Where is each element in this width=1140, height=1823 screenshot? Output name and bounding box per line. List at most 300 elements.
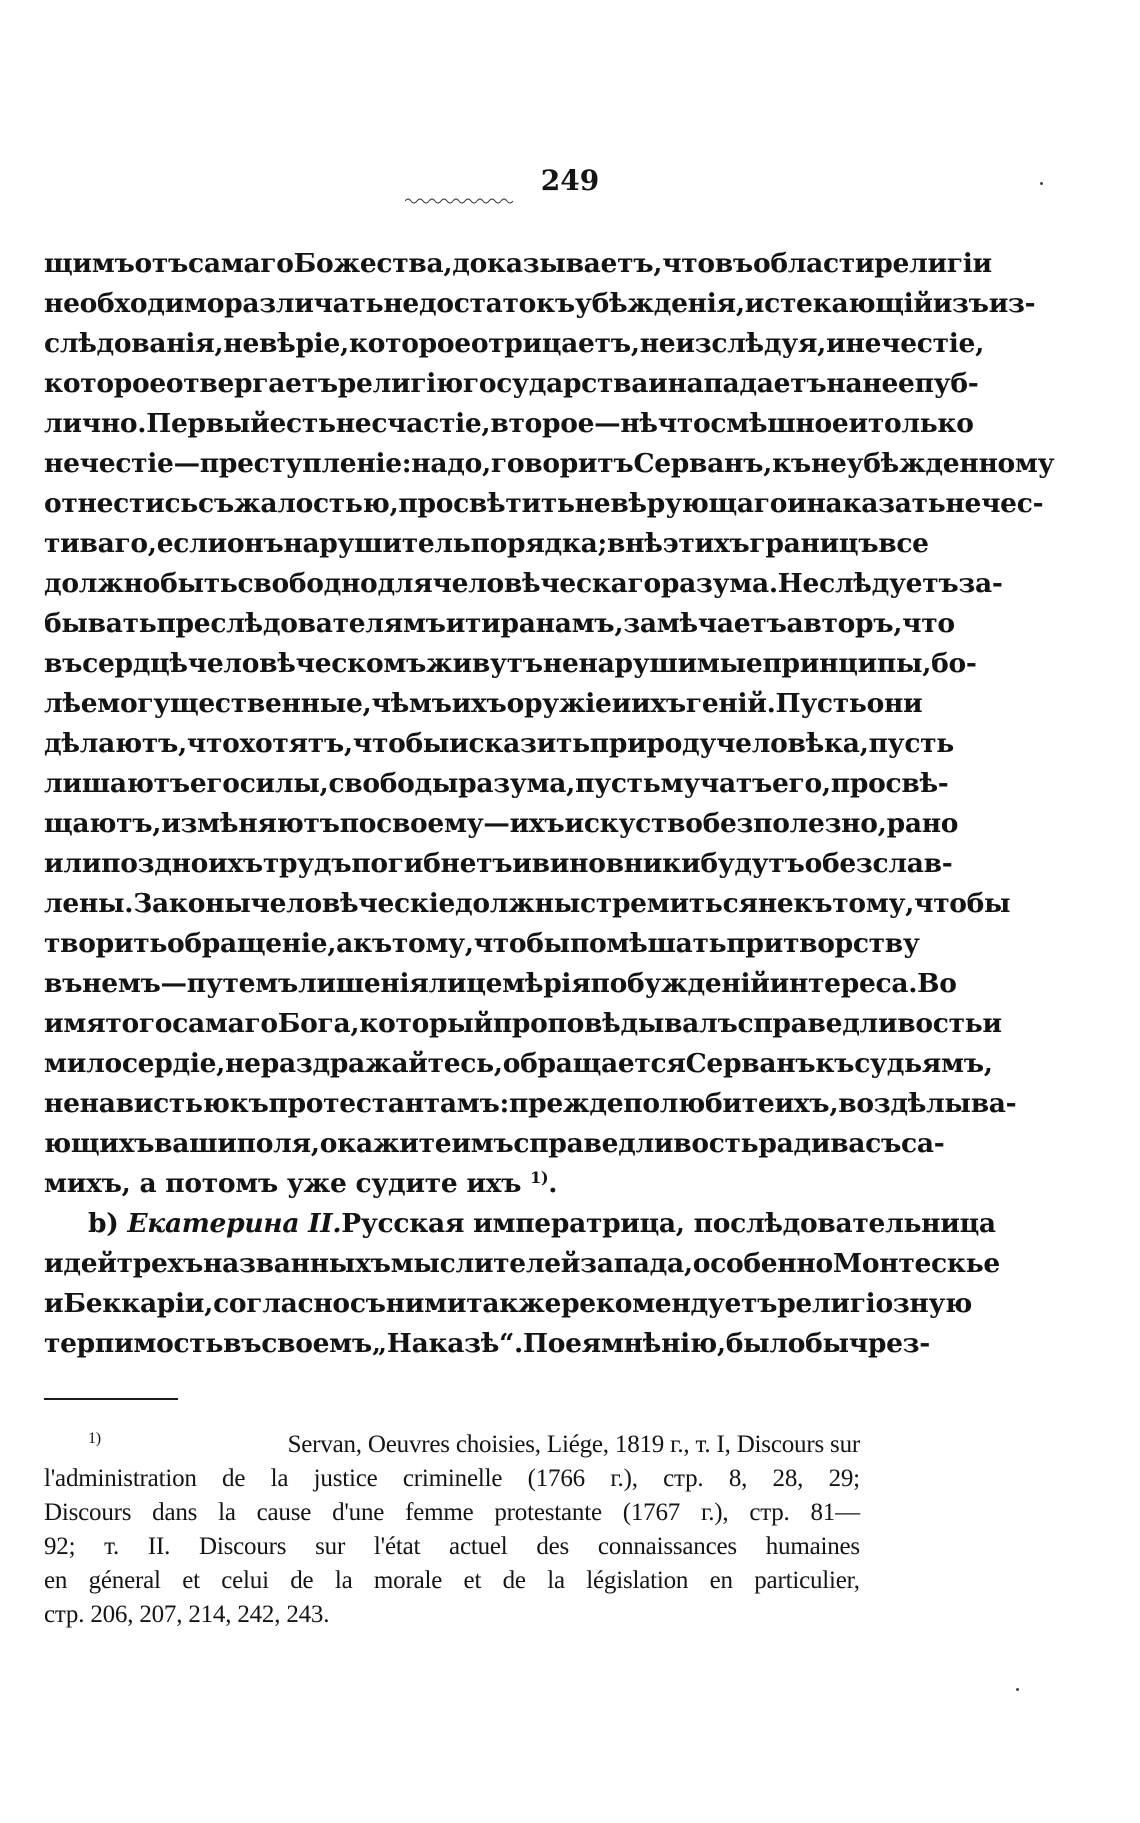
word: de — [222, 1465, 246, 1492]
word: полюбите — [623, 1088, 775, 1119]
word: г.), — [610, 1465, 638, 1492]
word: тому, — [832, 888, 915, 919]
body-line — [44, 1004, 1002, 1044]
word: 28, — [772, 1465, 804, 1492]
footnote-first-line-text: Servan, Oeuvres choisies, Liége, 1819 г., т. I, Discours sur — [287, 1431, 860, 1458]
word: чѣмъ — [371, 688, 452, 719]
scan-speck — [1040, 182, 1043, 185]
word: его, — [771, 768, 831, 799]
footnote-mark: 1) — [88, 1430, 101, 1447]
body-last-line-end: . — [548, 1168, 558, 1199]
word: (1767 — [622, 1499, 681, 1526]
word: Серванъ, — [633, 448, 773, 479]
word: et — [463, 1567, 482, 1594]
footnote-line — [44, 1496, 860, 1530]
word: en — [44, 1567, 68, 1594]
word: en — [709, 1567, 733, 1594]
word: г.), — [700, 1499, 729, 1526]
word: также — [466, 1288, 562, 1319]
word: васъ — [830, 1128, 902, 1159]
word: религіозную — [777, 1288, 973, 1319]
word: къ — [815, 1048, 855, 1079]
word: мучатъ — [660, 768, 772, 799]
body-line — [44, 524, 929, 564]
body-line — [44, 364, 979, 404]
word: къ — [353, 928, 392, 959]
word: отнестись — [44, 488, 198, 519]
word: из- — [988, 288, 1036, 319]
word: мнѣнію, — [600, 1328, 726, 1359]
word: бы — [805, 1328, 849, 1359]
word: они — [866, 688, 923, 719]
word: не — [757, 888, 794, 919]
body-last-line-text: михъ, а потомъ уже судите ихъ — [44, 1168, 522, 1199]
word: замѣчаетъ — [623, 608, 787, 639]
word: пусть — [575, 768, 661, 799]
word: ваши — [154, 1128, 237, 1159]
word: милосердіе, — [44, 1048, 226, 1079]
word: humaines — [765, 1533, 860, 1560]
word: необходимо — [44, 288, 225, 319]
word: la — [334, 1567, 353, 1594]
footnote-line — [44, 1564, 860, 1598]
word: не — [639, 328, 676, 359]
word: что — [902, 608, 955, 639]
word: 8, — [728, 1465, 748, 1492]
body-line — [44, 684, 923, 724]
word: лишенія — [297, 968, 429, 999]
word: criminelle — [402, 1465, 503, 1492]
word: на — [826, 368, 863, 399]
word: femme — [405, 1499, 474, 1526]
word: имъ — [451, 1128, 514, 1159]
body-line — [44, 604, 955, 644]
word: истекающій — [744, 288, 933, 319]
word: ихъ — [208, 848, 263, 879]
word: безполезно, — [702, 808, 887, 839]
word: своемъ — [261, 1328, 372, 1359]
word: géneral — [88, 1567, 161, 1594]
word: particulier, — [754, 1567, 860, 1594]
word: въ — [714, 248, 753, 279]
word: обращеніе, — [167, 928, 337, 959]
word: человѣческаго — [432, 568, 661, 599]
word: есть — [269, 408, 336, 439]
word: съ — [197, 488, 234, 519]
body-line — [44, 284, 1036, 324]
word: которое — [44, 368, 166, 399]
word: немъ—путемъ — [82, 968, 298, 999]
word: было — [725, 1328, 806, 1359]
word: въ — [44, 648, 83, 679]
body-line — [44, 724, 954, 764]
section-b-title: Екатерина II. — [127, 1208, 342, 1239]
footnote-line — [44, 1462, 860, 1496]
word: идей — [44, 1248, 117, 1279]
word: доказываетъ, — [452, 248, 663, 279]
word: Монтескье — [832, 1248, 1000, 1279]
word: просвѣтить — [398, 488, 575, 519]
word: и — [982, 1008, 1002, 1039]
word: Discours — [44, 1499, 132, 1526]
word: обращается — [502, 1048, 686, 1079]
word: трудъ — [262, 848, 352, 879]
word: религіи — [874, 248, 992, 279]
word: нарушитель — [283, 528, 471, 559]
word: l'état — [373, 1533, 421, 1560]
word: самаго — [188, 248, 294, 279]
word: живутъ — [426, 648, 543, 679]
word: протестантамъ: — [268, 1088, 510, 1119]
word: творить — [44, 928, 167, 959]
word: виновники — [531, 848, 701, 879]
body-line — [44, 404, 974, 444]
word: législation — [586, 1567, 689, 1594]
word: который — [359, 1008, 493, 1039]
body-line — [44, 804, 959, 844]
word: 29; — [828, 1465, 860, 1492]
word: авторъ, — [786, 608, 903, 639]
body-line — [44, 324, 984, 364]
body-line — [44, 964, 957, 1004]
word: et — [182, 1567, 200, 1594]
word: нее — [862, 368, 915, 399]
word: и — [826, 328, 846, 359]
word: изслѣдуя, — [675, 328, 827, 359]
word: пуб- — [914, 368, 979, 399]
word: dans — [152, 1499, 198, 1526]
body-line — [44, 644, 977, 684]
body-line — [44, 884, 1011, 924]
word: d'une — [332, 1499, 385, 1526]
word: По — [522, 1328, 566, 1359]
word: бывать — [44, 608, 157, 639]
word: государства — [462, 368, 649, 399]
word: онъ — [226, 528, 284, 559]
body-line — [44, 1124, 945, 1164]
word: l'administration — [44, 1465, 197, 1492]
word: человѣческіе — [250, 888, 456, 919]
word: нечестіе, — [845, 328, 984, 359]
word: и — [648, 368, 668, 399]
word: силы, — [239, 768, 329, 799]
word: что — [662, 248, 715, 279]
word: или — [44, 848, 102, 879]
word: того — [105, 1008, 173, 1039]
word: трехъ — [116, 1248, 204, 1279]
word: терпимость — [44, 1328, 224, 1359]
word: connaissances — [597, 1533, 737, 1560]
word: окажите — [319, 1128, 452, 1159]
word: оружіе — [506, 688, 612, 719]
word: если — [156, 528, 227, 559]
word: погибнетъ — [351, 848, 513, 879]
word: Discours — [199, 1533, 287, 1560]
word: отвергаетъ — [165, 368, 338, 399]
word: Во — [917, 968, 957, 999]
word: исказить — [449, 728, 590, 759]
word: принципы, — [762, 648, 932, 679]
body-line — [44, 564, 1003, 604]
word: не — [225, 1048, 261, 1079]
word: къ — [793, 888, 833, 919]
footnote-separator — [44, 1398, 178, 1400]
word: Не — [777, 568, 820, 599]
footnote-last-line: стр. 206, 207, 214, 242, 243. — [44, 1601, 330, 1628]
body-line — [44, 1044, 993, 1084]
word: de — [502, 1567, 526, 1594]
word: ея — [565, 1328, 601, 1359]
word: невѣріе, — [223, 328, 349, 359]
word: измѣняютъ — [161, 808, 340, 839]
word: отъ — [134, 248, 189, 279]
footnotes — [44, 1428, 860, 1632]
word: ющихъ — [44, 1128, 155, 1159]
word: разума. — [660, 568, 778, 599]
word: его — [189, 768, 240, 799]
section-b-line — [44, 1324, 930, 1364]
word: природу — [589, 728, 717, 759]
word: la — [270, 1465, 289, 1492]
word: согласно — [213, 1288, 350, 1319]
word: ихъ — [630, 688, 686, 719]
word: сердцѣ — [82, 648, 188, 679]
word: пусть — [868, 728, 954, 759]
word: слѣдованія, — [44, 328, 224, 359]
body-line — [44, 244, 992, 284]
word: свободы — [328, 768, 459, 799]
word: интереса. — [769, 968, 918, 999]
word: свободно — [237, 568, 378, 599]
word: искуство — [564, 808, 703, 839]
word: бо- — [931, 648, 977, 679]
word: говоритъ — [490, 448, 634, 479]
word: несчастіе, — [335, 408, 491, 439]
word: различать — [224, 288, 384, 319]
word: рекомендуетъ — [561, 1288, 778, 1319]
section-b-first-line: Русская императрица, послѣдовательница — [341, 1208, 996, 1239]
word: что — [186, 728, 240, 759]
word: должны — [455, 888, 580, 919]
word: побужденій — [590, 968, 770, 999]
word: будутъ — [700, 848, 805, 879]
word: наказать — [806, 488, 946, 519]
word: порядка; — [470, 528, 608, 559]
word: изъ — [932, 288, 989, 319]
section-b-line — [44, 1284, 973, 1324]
word: самаго — [172, 1008, 278, 1039]
body-line — [44, 764, 949, 804]
word: мыслителей — [390, 1248, 581, 1279]
word: справедливость — [513, 1128, 759, 1159]
word: въ — [223, 1328, 262, 1359]
body-line — [44, 484, 1044, 524]
word: morale — [373, 1567, 443, 1594]
word: слѣдуетъ — [819, 568, 959, 599]
word: поздно — [101, 848, 209, 879]
word: лѣе — [44, 688, 98, 719]
word: хотятъ, — [239, 728, 353, 759]
footnote-reference: 1) — [530, 1168, 549, 1187]
footnote-line — [44, 1530, 860, 1564]
word: Беккаріи, — [63, 1288, 214, 1319]
section-b-marker: b) — [88, 1208, 119, 1239]
word: и — [611, 688, 631, 719]
word: щаютъ, — [44, 808, 162, 839]
word: для — [377, 568, 433, 599]
word: sur — [315, 1533, 346, 1560]
word: проповѣдывалъ — [492, 1008, 738, 1039]
word: стр. — [749, 1499, 790, 1526]
word: разума, — [458, 768, 576, 799]
word: т. — [104, 1533, 120, 1560]
word: убѣжденія, — [574, 288, 745, 319]
word: тому, — [391, 928, 474, 959]
word: тиваго, — [44, 528, 157, 559]
word: все — [878, 528, 929, 559]
word: ними — [385, 1288, 467, 1319]
word: области — [752, 248, 875, 279]
word: чрез- — [848, 1328, 930, 1359]
word: просвѣ- — [830, 768, 949, 799]
word: чтобы — [914, 888, 1011, 919]
word: и — [44, 1288, 64, 1319]
word: тиранамъ, — [465, 608, 624, 639]
word: II. — [147, 1533, 171, 1560]
word: la — [218, 1499, 236, 1526]
word: чтобы — [473, 928, 570, 959]
word: стремиться — [579, 888, 758, 919]
word: отрицаетъ, — [470, 328, 640, 359]
word: съ — [349, 1288, 386, 1319]
page-number: 249 — [540, 164, 600, 197]
word: раздражайтесь, — [260, 1048, 503, 1079]
word: справедливость — [737, 1008, 983, 1039]
word: по — [339, 808, 377, 839]
word: которое — [348, 328, 471, 359]
word: неубѣжденному — [810, 448, 1055, 479]
word: притворству — [726, 928, 920, 959]
word: быть — [160, 568, 238, 599]
word: этихъ — [662, 528, 750, 559]
word: невѣрующаго — [574, 488, 788, 519]
word: недостатокъ — [383, 288, 575, 319]
word: ненарушимые — [542, 648, 763, 679]
word: ихъ — [451, 688, 507, 719]
word: чтобы — [352, 728, 450, 759]
word: запада, — [580, 1248, 693, 1279]
word: са- — [901, 1128, 945, 1159]
word: Первый — [146, 408, 270, 439]
scan-speck — [1016, 1688, 1019, 1691]
footnote-first-line — [44, 1428, 860, 1462]
word: и — [512, 848, 532, 879]
word: лично. — [44, 408, 147, 439]
word: нечес- — [945, 488, 1044, 519]
word: Серванъ — [685, 1048, 816, 1079]
section-b-heading-line — [44, 1204, 996, 1244]
word: protestante — [494, 1499, 602, 1526]
word: геній. — [685, 688, 776, 719]
word: къ — [772, 448, 811, 479]
word: и — [445, 608, 466, 639]
body-line — [44, 924, 920, 964]
word: лицемѣрія — [428, 968, 591, 999]
word: за- — [958, 568, 1003, 599]
word: щимъ — [44, 248, 135, 279]
word: стр. — [663, 1465, 704, 1492]
body-text — [44, 244, 1055, 1364]
word: человѣческомъ — [187, 648, 427, 679]
word: названныхъ — [203, 1248, 391, 1279]
word: въ — [44, 968, 83, 999]
word: cause — [256, 1499, 312, 1526]
word: лишаютъ — [44, 768, 190, 799]
word: justice — [313, 1465, 378, 1492]
word: ихъ, — [774, 1088, 839, 1119]
word: ненавистью — [44, 1088, 230, 1119]
word: лены. — [44, 888, 134, 919]
body-last-line — [44, 1164, 860, 1204]
word: имя — [44, 1008, 106, 1039]
word: второе—нѣчто — [490, 408, 711, 439]
word: actuel — [449, 1533, 508, 1560]
word: рано — [886, 808, 959, 839]
word: поля, — [236, 1128, 320, 1159]
word: de — [290, 1567, 314, 1594]
word: воздѣлыва- — [838, 1088, 1017, 1119]
word: надо, — [411, 448, 491, 479]
word: celui — [221, 1567, 269, 1594]
word: а — [336, 928, 354, 959]
word: смѣшное — [710, 408, 849, 439]
body-line — [44, 844, 953, 884]
section-b-line — [44, 1244, 1000, 1284]
word: обезслав- — [804, 848, 953, 879]
word: des — [536, 1533, 570, 1560]
word: la — [547, 1567, 565, 1594]
page-number-ornament — [405, 197, 515, 205]
word: внѣ — [607, 528, 663, 559]
word: судьямъ, — [854, 1048, 993, 1079]
word: и — [787, 488, 807, 519]
word: нападаетъ — [667, 368, 827, 399]
word: преслѣдователямъ — [156, 608, 446, 639]
word: границъ — [749, 528, 879, 559]
word: Пусть — [775, 688, 867, 719]
body-line — [44, 1084, 1017, 1124]
word: Законы — [133, 888, 251, 919]
word: къ — [229, 1088, 269, 1119]
word: Божества, — [293, 248, 453, 279]
word: особенно — [692, 1248, 833, 1279]
word: своему—ихъ — [376, 808, 565, 839]
word: помѣшать — [569, 928, 727, 959]
word: Бога, — [277, 1008, 360, 1039]
word: дѣлаютъ, — [44, 728, 187, 759]
word: жалостью, — [233, 488, 399, 519]
word: 81— — [810, 1499, 860, 1526]
word: (1766 — [527, 1465, 585, 1492]
word: только — [867, 408, 974, 439]
word: ради — [758, 1128, 831, 1159]
word: „Наказѣ“. — [371, 1328, 523, 1359]
word: религію — [337, 368, 463, 399]
word: человѣка, — [716, 728, 869, 759]
body-line — [44, 444, 1055, 484]
word: должно — [44, 568, 161, 599]
word: прежде — [509, 1088, 624, 1119]
